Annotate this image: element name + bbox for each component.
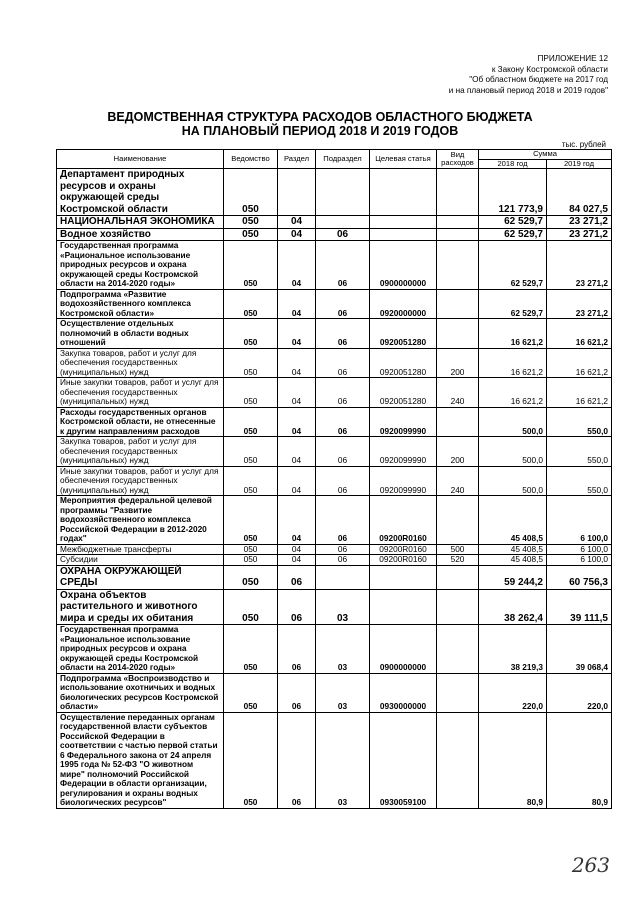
table-row (57, 407, 612, 437)
cell-type (437, 216, 479, 229)
cell-subsection (316, 565, 370, 589)
cell-2018: 45 408,5 (479, 496, 547, 545)
title-line-2: НА ПЛАНОВЫЙ ПЕРИОД 2018 И 2019 ГОДОВ (181, 124, 459, 138)
cell-2019: 84 027,5 (547, 169, 612, 216)
header-target: Целевая статья (370, 150, 437, 169)
table-row (57, 555, 612, 566)
cell-subsection: 03 (316, 712, 370, 808)
cell-2019: 6 100,0 (547, 496, 612, 545)
table-row (57, 437, 612, 467)
cell-type: 240 (437, 466, 479, 496)
table-row (57, 466, 612, 496)
cell-type (437, 241, 479, 290)
cell-type (437, 228, 479, 241)
cell-2019: 80,9 (547, 712, 612, 808)
cell-section: 04 (278, 437, 316, 467)
cell-name: Расходы государственных органов Костромской области, не отнесенные к другим направлениям расходов (57, 407, 224, 437)
cell-subsection: 03 (316, 625, 370, 674)
cell-name: Государственная программа «Рациональное использование природных ресурсов и охрана окружающей среды Костромской области на 2014-2020 годы» (57, 625, 224, 674)
cell-2018: 220,0 (479, 673, 547, 712)
cell-name: Департамент природных ресурсов и охраны окружающей среды Костромской области (57, 169, 224, 216)
cell-dept: 050 (224, 466, 278, 496)
cell-2018: 62 529,7 (479, 241, 547, 290)
cell-section: 04 (278, 378, 316, 408)
cell-name: Водное хозяйство (57, 228, 224, 241)
header-2019: 2019 год (547, 159, 612, 169)
cell-2018: 38 262,4 (479, 589, 547, 625)
cell-target (370, 169, 437, 216)
cell-subsection: 03 (316, 673, 370, 712)
cell-subsection (316, 216, 370, 229)
cell-section: 06 (278, 712, 316, 808)
cell-target: 0920051280 (370, 319, 437, 349)
cell-dept: 050 (224, 319, 278, 349)
cell-name: Закупка товаров, работ и услуг для обеспечения государственных (муниципальных) нужд (57, 437, 224, 467)
cell-name: Осуществление переданных органам государственной власти субъектов Российской Федерации в соответствии с частью первой статьи 6 Федерального закона от 24 апреля 1995 года № 52-ФЗ "О животном мире" полномочий Российской Федерации в области организации, регулирования и охраны водных биологических ресурсов" (57, 712, 224, 808)
cell-2018: 500,0 (479, 466, 547, 496)
cell-section: 06 (278, 673, 316, 712)
table-row (57, 565, 612, 589)
cell-target (370, 565, 437, 589)
cell-section (278, 169, 316, 216)
cell-subsection (316, 169, 370, 216)
cell-type (437, 589, 479, 625)
cell-2018: 59 244,2 (479, 565, 547, 589)
cell-subsection: 06 (316, 348, 370, 378)
appendix-header (449, 54, 608, 96)
cell-target: 0900000000 (370, 241, 437, 290)
cell-2019: 6 100,0 (547, 544, 612, 555)
cell-2019: 60 756,3 (547, 565, 612, 589)
appendix-line-4: и на плановый период 2018 и 2019 годов" (448, 85, 608, 95)
cell-2018: 500,0 (479, 437, 547, 467)
title-line-1: ВЕДОМСТВЕННАЯ СТРУКТУРА РАСХОДОВ ОБЛАСТНОГО БЮДЖЕТА (107, 110, 533, 124)
cell-type (437, 673, 479, 712)
cell-2019: 39 068,4 (547, 625, 612, 674)
cell-dept: 050 (224, 437, 278, 467)
cell-2018: 45 408,5 (479, 555, 547, 566)
cell-name: Государственная программа «Рациональное использование природных ресурсов и охрана окружающей среды Костромской области на 2014-2020 годы» (57, 241, 224, 290)
cell-type (437, 169, 479, 216)
cell-dept: 050 (224, 712, 278, 808)
cell-name: Мероприятия федеральной целевой программы "Развитие водохозяйственного комплекса Российской Федерации в 2012-2020 годах" (57, 496, 224, 545)
cell-type (437, 625, 479, 674)
cell-dept: 050 (224, 348, 278, 378)
table-row (57, 348, 612, 378)
cell-section: 04 (278, 319, 316, 349)
cell-section: 04 (278, 348, 316, 378)
cell-name: ОХРАНА ОКРУЖАЮЩЕЙ СРЕДЫ (57, 565, 224, 589)
table-row (57, 712, 612, 808)
cell-section: 04 (278, 555, 316, 566)
appendix-line-1: ПРИЛОЖЕНИЕ 12 (537, 54, 608, 63)
cell-2019: 23 271,2 (547, 228, 612, 241)
cell-dept: 050 (224, 544, 278, 555)
cell-name: Подпрограмма «Развитие водохозяйственного комплекса Костромской области» (57, 289, 224, 319)
cell-type (437, 407, 479, 437)
cell-dept: 050 (224, 589, 278, 625)
cell-2019: 23 271,2 (547, 216, 612, 229)
cell-section: 06 (278, 625, 316, 674)
cell-target (370, 228, 437, 241)
cell-dept: 050 (224, 289, 278, 319)
cell-2019: 6 100,0 (547, 555, 612, 566)
cell-dept: 050 (224, 228, 278, 241)
table-row (57, 216, 612, 229)
cell-2019: 16 621,2 (547, 378, 612, 408)
cell-type (437, 496, 479, 545)
cell-subsection: 06 (316, 466, 370, 496)
cell-dept: 050 (224, 378, 278, 408)
cell-section: 06 (278, 565, 316, 589)
header-dept: Ведомство (224, 150, 278, 169)
cell-2018: 38 219,3 (479, 625, 547, 674)
cell-dept: 050 (224, 241, 278, 290)
cell-type: 520 (437, 555, 479, 566)
cell-name: Иные закупки товаров, работ и услуг для обеспечения государственных (муниципальных) нужд (57, 378, 224, 408)
cell-2019: 550,0 (547, 437, 612, 467)
table-row (57, 378, 612, 408)
cell-section: 06 (278, 589, 316, 625)
cell-2019: 550,0 (547, 466, 612, 496)
cell-subsection: 03 (316, 589, 370, 625)
cell-subsection: 06 (316, 289, 370, 319)
cell-section: 04 (278, 407, 316, 437)
table-row (57, 169, 612, 216)
cell-section: 04 (278, 241, 316, 290)
cell-dept: 050 (224, 169, 278, 216)
cell-subsection: 06 (316, 378, 370, 408)
budget-table (56, 149, 612, 809)
cell-name: Осуществление отдельных полномочий в области водных отношений (57, 319, 224, 349)
cell-type (437, 565, 479, 589)
cell-subsection: 06 (316, 228, 370, 241)
table-row (57, 625, 612, 674)
cell-name: Иные закупки товаров, работ и услуг для обеспечения государственных (муниципальных) нужд (57, 466, 224, 496)
units-label: тыс. рублей (561, 140, 606, 149)
cell-2018: 62 529,7 (479, 228, 547, 241)
cell-subsection: 06 (316, 437, 370, 467)
cell-2018: 500,0 (479, 407, 547, 437)
table-row (57, 589, 612, 625)
cell-2019: 16 621,2 (547, 319, 612, 349)
cell-dept: 050 (224, 565, 278, 589)
cell-target: 09200R0160 (370, 544, 437, 555)
table-row (57, 228, 612, 241)
cell-2019: 23 271,2 (547, 241, 612, 290)
document-title (0, 110, 640, 138)
cell-target (370, 589, 437, 625)
cell-2018: 62 529,7 (479, 216, 547, 229)
cell-subsection: 06 (316, 407, 370, 437)
cell-2018: 16 621,2 (479, 348, 547, 378)
table-row (57, 289, 612, 319)
cell-name: Субсидии (57, 555, 224, 566)
cell-section: 04 (278, 496, 316, 545)
cell-type: 240 (437, 378, 479, 408)
cell-target: 0920099990 (370, 407, 437, 437)
cell-section: 04 (278, 289, 316, 319)
table-row (57, 496, 612, 545)
cell-2019: 39 111,5 (547, 589, 612, 625)
cell-2018: 16 621,2 (479, 319, 547, 349)
cell-2018: 80,9 (479, 712, 547, 808)
cell-type (437, 319, 479, 349)
cell-name: Закупка товаров, работ и услуг для обеспечения государственных (муниципальных) нужд (57, 348, 224, 378)
cell-name: Межбюджетные трансферты (57, 544, 224, 555)
cell-dept: 050 (224, 625, 278, 674)
table-row (57, 319, 612, 349)
cell-target: 0920000000 (370, 289, 437, 319)
cell-name: Охрана объектов растительного и животного мира и среды их обитания (57, 589, 224, 625)
cell-subsection: 06 (316, 319, 370, 349)
cell-target: 0920051280 (370, 378, 437, 408)
header-2018: 2018 год (479, 159, 547, 169)
cell-dept: 050 (224, 496, 278, 545)
cell-2018: 16 621,2 (479, 378, 547, 408)
cell-target: 0920099990 (370, 437, 437, 467)
cell-type (437, 712, 479, 808)
cell-target (370, 216, 437, 229)
cell-target: 09200R0160 (370, 496, 437, 545)
cell-2019: 23 271,2 (547, 289, 612, 319)
cell-target: 0930059100 (370, 712, 437, 808)
cell-subsection: 06 (316, 496, 370, 545)
cell-target: 0920051280 (370, 348, 437, 378)
cell-subsection: 06 (316, 241, 370, 290)
cell-dept: 050 (224, 216, 278, 229)
cell-target: 0900000000 (370, 625, 437, 674)
header-subsection: Подраздел (316, 150, 370, 169)
cell-2019: 220,0 (547, 673, 612, 712)
cell-type: 200 (437, 348, 479, 378)
cell-subsection: 06 (316, 555, 370, 566)
cell-section: 04 (278, 228, 316, 241)
cell-type (437, 289, 479, 319)
cell-2018: 62 529,7 (479, 289, 547, 319)
cell-target: 0920099990 (370, 466, 437, 496)
page-number: 263 (571, 853, 610, 877)
table-body (57, 169, 612, 809)
cell-name: Подпрограмма «Воспроизводство и использование охотничьих и водных биологических ресурсов Костромской области» (57, 673, 224, 712)
header-type: Вид расходов (437, 150, 479, 169)
header-name: Наименование (57, 150, 224, 169)
cell-type: 200 (437, 437, 479, 467)
cell-dept: 050 (224, 407, 278, 437)
cell-2019: 550,0 (547, 407, 612, 437)
cell-2018: 121 773,9 (479, 169, 547, 216)
appendix-line-3: "Об областном бюджете на 2017 год (469, 75, 608, 84)
header-sum: Сумма (479, 150, 612, 160)
cell-name: НАЦИОНАЛЬНАЯ ЭКОНОМИКА (57, 216, 224, 229)
cell-subsection: 06 (316, 544, 370, 555)
cell-target: 0930000000 (370, 673, 437, 712)
cell-2019: 16 621,2 (547, 348, 612, 378)
header-section: Раздел (278, 150, 316, 169)
cell-target: 09200R0160 (370, 555, 437, 566)
table-row (57, 673, 612, 712)
table-row (57, 241, 612, 290)
cell-section: 04 (278, 466, 316, 496)
cell-2018: 45 408,5 (479, 544, 547, 555)
cell-dept: 050 (224, 673, 278, 712)
table-row (57, 544, 612, 555)
cell-section: 04 (278, 216, 316, 229)
cell-dept: 050 (224, 555, 278, 566)
appendix-line-2: к Закону Костромской области (491, 64, 608, 74)
cell-type: 500 (437, 544, 479, 555)
cell-section: 04 (278, 544, 316, 555)
